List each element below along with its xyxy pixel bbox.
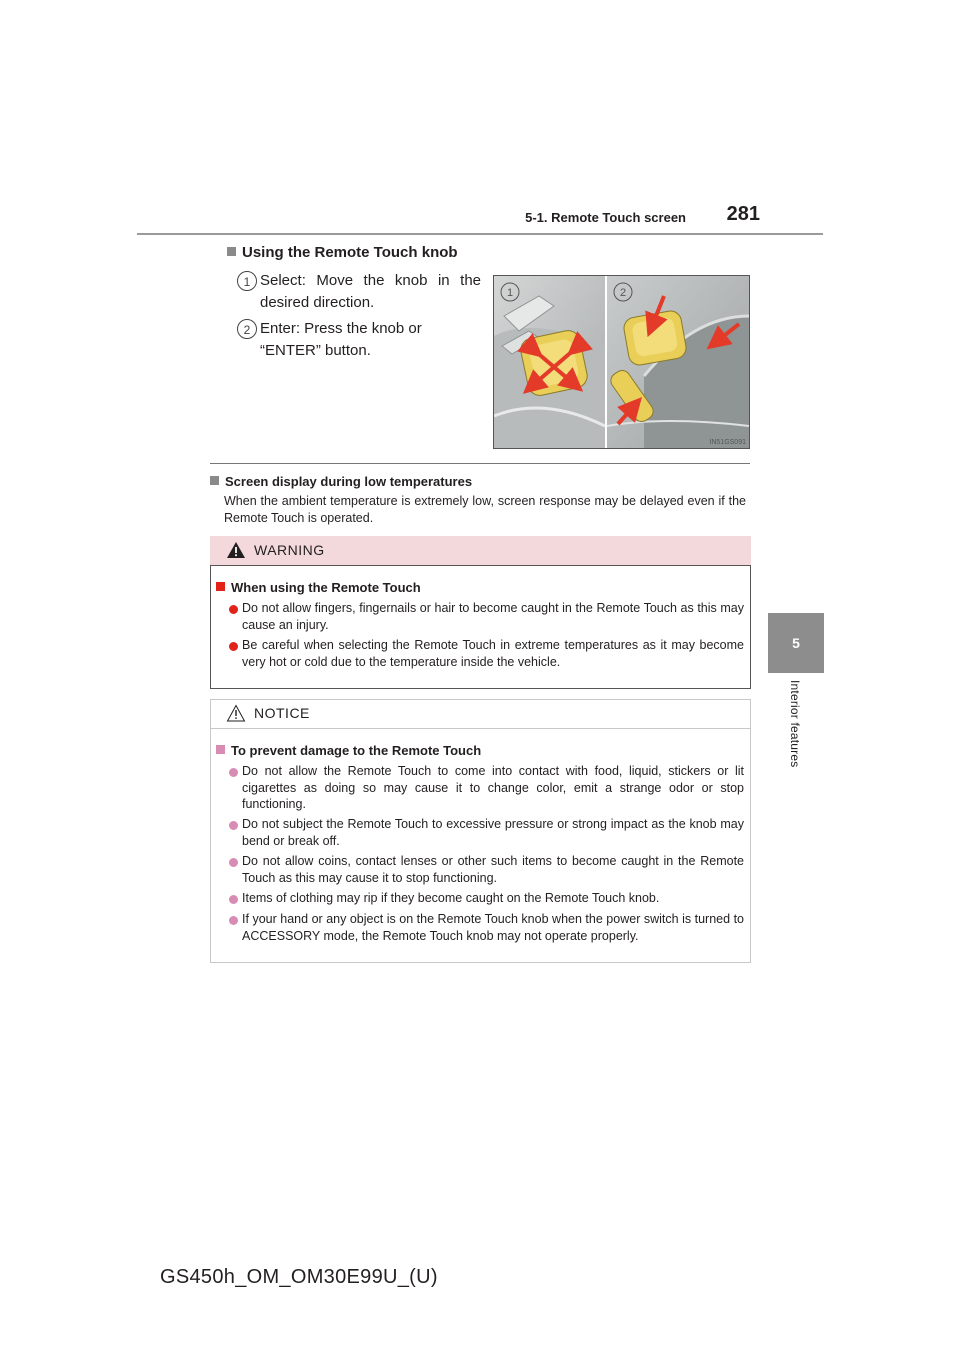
heading-square-icon <box>227 247 236 256</box>
header-rule <box>137 233 823 235</box>
step-number-1: 1 <box>237 271 257 291</box>
notice-bullet-2: Do not subject the Remote Touch to excessive pressure or strong impact as the knob may bend or break off. <box>242 817 744 848</box>
page-number: 281 <box>726 203 760 225</box>
bullet-icon <box>229 605 238 614</box>
knob-heading-text: Using the Remote Touch knob <box>242 244 458 261</box>
low-temp-text: When the ambient temperature is extremely low, screen response may be delayed even if the Remote Touch is operated. <box>224 494 746 525</box>
notice-bullet-5: If your hand or any object is on the Remote Touch knob when the power switch is turned to ACCESSORY mode, the Remote Touch knob may not operate properly. <box>242 912 744 943</box>
figure-code: IN51GS091 <box>709 439 746 446</box>
warning-subheading <box>216 580 421 595</box>
notice-title: NOTICE <box>254 705 310 721</box>
warning-triangle-icon <box>226 541 246 559</box>
callout-1: 1 <box>506 287 514 299</box>
chapter-label <box>768 680 824 790</box>
notice-bullet-1: Do not allow the Remote Touch to come into contact with food, liquid, stickers or lit cigarettes as doing so may cause it to change color, emit a strange odor or stop functioning. <box>242 764 744 811</box>
notice-subheading <box>216 743 481 758</box>
bullet-icon <box>229 821 238 830</box>
notice-subheading-text: To prevent damage to the Remote Touch <box>231 743 482 758</box>
chapter-label-text: Interior features <box>788 680 802 768</box>
knob-heading <box>227 244 458 261</box>
callout-2: 2 <box>619 287 627 299</box>
bullet-icon <box>229 642 238 651</box>
step-number-2: 2 <box>237 319 257 339</box>
step-text-1: Select: Move the knob in the desired direction. <box>260 272 481 311</box>
warning-subheading-text: When using the Remote Touch <box>231 580 421 595</box>
notice-triangle-icon <box>226 704 246 722</box>
bullet-icon <box>229 916 238 925</box>
bullet-icon <box>229 768 238 777</box>
bullet-icon <box>229 895 238 904</box>
heading-square-icon <box>210 476 219 485</box>
chapter-tab <box>768 613 824 673</box>
chapter-number: 5 <box>792 635 800 651</box>
low-temp-heading-text: Screen display during low temperatures <box>225 474 473 489</box>
step-text-2: Enter: Press the knob or “ENTER” button. <box>260 320 422 359</box>
heading-square-icon <box>216 745 225 754</box>
warning-title: WARNING <box>254 542 325 558</box>
bullet-icon <box>229 858 238 867</box>
section-divider <box>210 463 750 464</box>
document-code: GS450h_OM_OM30E99U_(U) <box>160 1266 438 1288</box>
low-temp-heading <box>210 474 472 489</box>
remote-touch-illustration <box>493 275 750 449</box>
notice-bullet-3: Do not allow coins, contact lenses or other such items to become caught in the Remote Touch as this may cause it to stop functioning. <box>242 854 744 885</box>
heading-square-icon <box>216 582 225 591</box>
warning-bullet-1: Do not allow fingers, fingernails or hair to become caught in the Remote Touch as this may cause an injury. <box>242 601 744 632</box>
notice-bullet-4: Items of clothing may rip if they become caught on the Remote Touch knob. <box>242 891 660 905</box>
section-title: 5-1. Remote Touch screen <box>525 210 686 225</box>
warning-bullet-2: Be careful when selecting the Remote Touch in extreme temperatures as it may become very hot or cold due to the temperature inside the vehicle. <box>242 638 744 669</box>
